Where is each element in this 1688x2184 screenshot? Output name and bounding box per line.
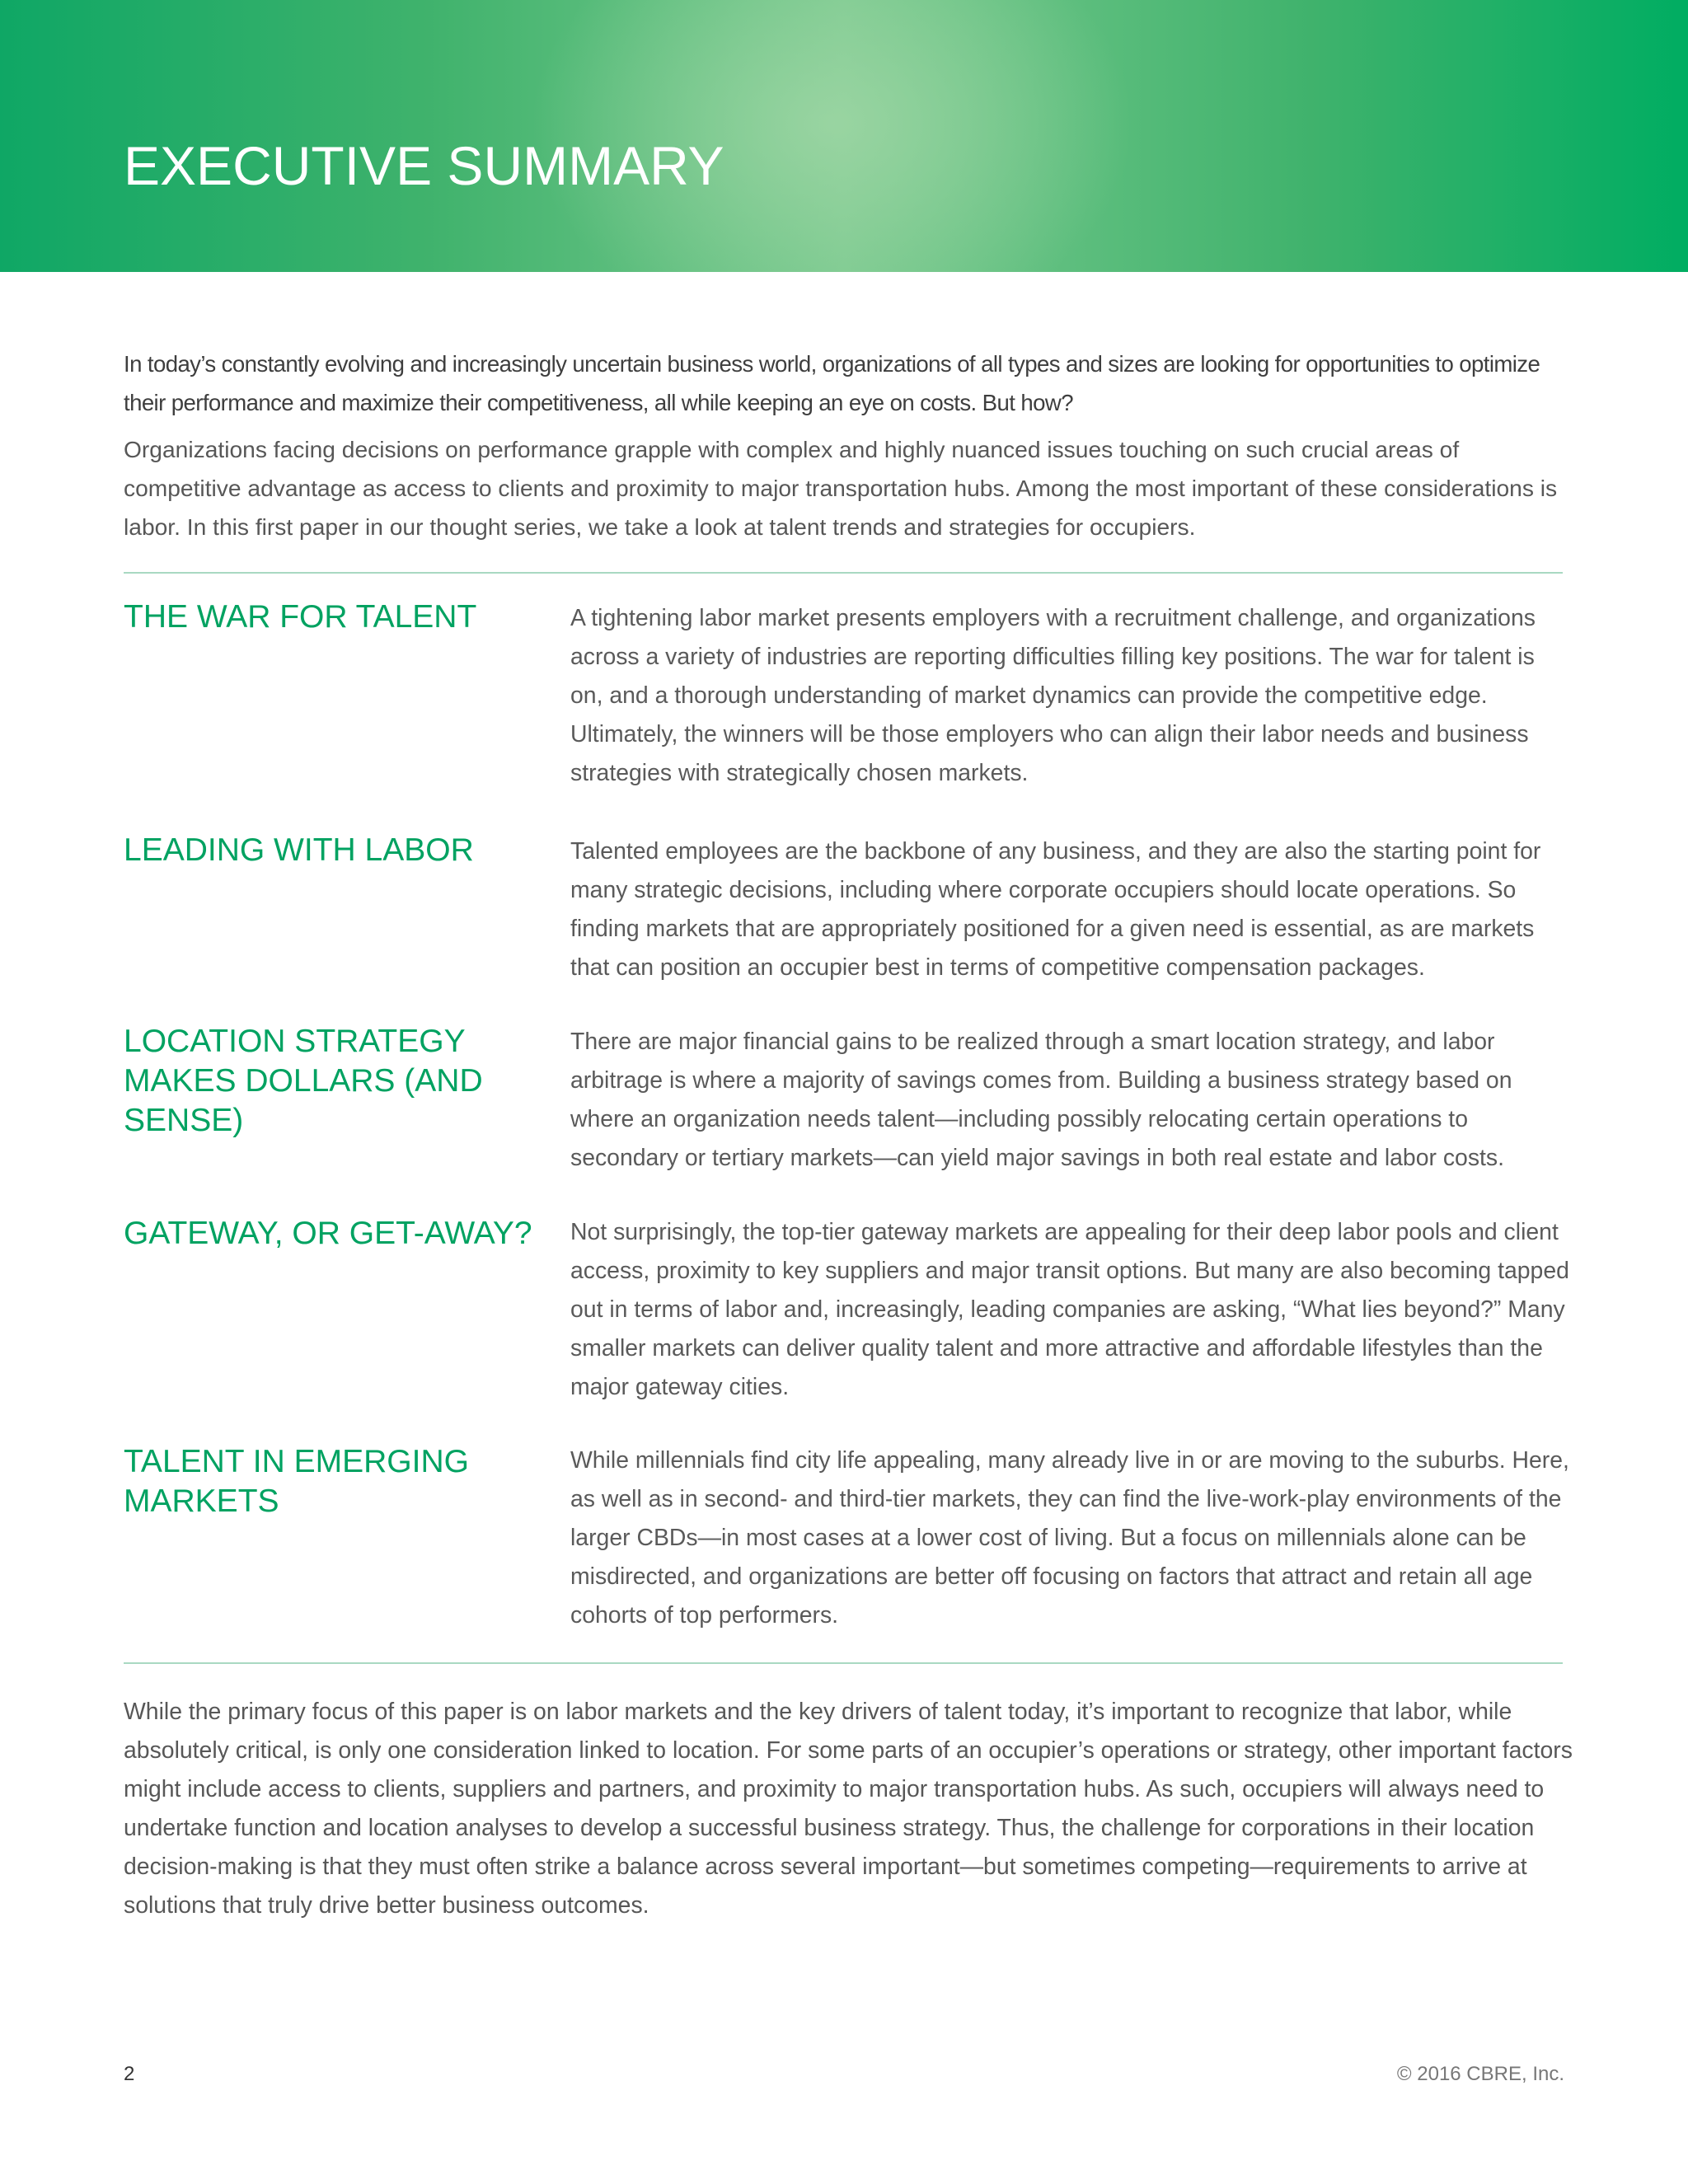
copyright-notice: © 2016 CBRE, Inc.: [1396, 2063, 1564, 2085]
section-body-gateway: Not surprisingly, the top-tier gateway markets are appealing for their deep labor pools and client access, proximity to key suppliers and major transit options. But many are also becoming tapped out in terms of labor and, increasingly, leading companies are asking, “What lies beyond?” Many smaller markets can deliver quality talent and more attractive and affordable lifestyles than the major gateway cities.: [570, 1219, 1569, 1400]
section-heading-emerging-markets: TALENT IN EMERGING MARKETS: [124, 1444, 469, 1519]
page-number: 2: [124, 2063, 135, 2085]
intro-body-paragraph: Organizations facing decisions on performance grapple with complex and highly nuanced issues touching on such crucial areas of competitive advantage as access to clients and proximity to major transportation hubs. Among the most important of these considerations is labor. In this first paper in our thought series, we take a look at talent trends and strategies for occupiers.: [124, 436, 1558, 540]
intro: [124, 344, 1574, 546]
intro-lead-paragraph: In today’s constantly evolving and increasingly uncertain business world, organizations of all types and sizes are looking for opportunities to optimize their performance and maximize their competitiveness, all while keeping an eye on costs. But how?: [124, 351, 1540, 415]
section-heading-leading-with-labor: LEADING WITH LABOR: [124, 832, 474, 868]
section-body-leading-with-labor: Talented employees are the backbone of any business, and they are also the starting point for many strategic decisions, including where corporate occupiers should locate operations. So finding markets that are appropriately positioned for a given need is essential, as are markets that can position an occupier best in terms of competitive compensation packages.: [570, 838, 1541, 981]
section-body-emerging-markets: While millennials find city life appealing, many already live in or are moving to the suburbs. Here, as well as in second- and third-tier markets, they can find the live-work-play environments of the larger CBDs—in most cases at a lower cost of living. But a focus on millennials alone can be misdirected, and organizations are better off focusing on factors that attract and retain all age cohorts of top performers.: [570, 1447, 1569, 1629]
section-heading-location-strategy: LOCATION STRATEGY MAKES DOLLARS (AND SENSE): [124, 1024, 483, 1138]
page-title: EXECUTIVE SUMMARY: [124, 135, 724, 196]
bottom-divider: [124, 1662, 1563, 1664]
section-body-location-strategy: There are major financial gains to be realized through a smart location strategy, and labor arbitrage is where a majority of savings comes from. Building a business strategy based on where an organization needs talent—including possibly relocating certain operations to secondary or tertiary markets—can yield major savings in both real estate and labor costs.: [570, 1029, 1512, 1171]
section-heading-gateway: GATEWAY, OR GET-AWAY?: [124, 1216, 532, 1251]
header-banner: [0, 0, 1688, 272]
top-divider: [124, 572, 1563, 574]
section-heading-war-for-talent: THE WAR FOR TALENT: [124, 599, 477, 635]
section-body-war-for-talent: A tightening labor market presents employers with a recruitment challenge, and organizations across a variety of industries are reporting difficulties filling key positions. The war for talent is on, and a thorough understanding of market dynamics can provide the competitive edge. Ultimately, the winners will be those employers who can align their labor needs and business strategies with strategically chosen markets.: [570, 605, 1536, 786]
closing-paragraph: While the primary focus of this paper is on labor markets and the key drivers of talent today, it’s important to recognize that labor, while absolutely critical, is only one consideration linked to location. For some parts of an occupier’s operations or strategy, other important factors might include access to clients, suppliers and partners, and proximity to major transportation hubs. As such, occupiers will always need to undertake function and location analyses to develop a successful business strategy. Thus, the challenge for corporations in their location decision-making is that they must often strike a balance across several important—but sometimes competing—requirements to arrive at solutions that truly drive better business outcomes.: [124, 1699, 1573, 1919]
